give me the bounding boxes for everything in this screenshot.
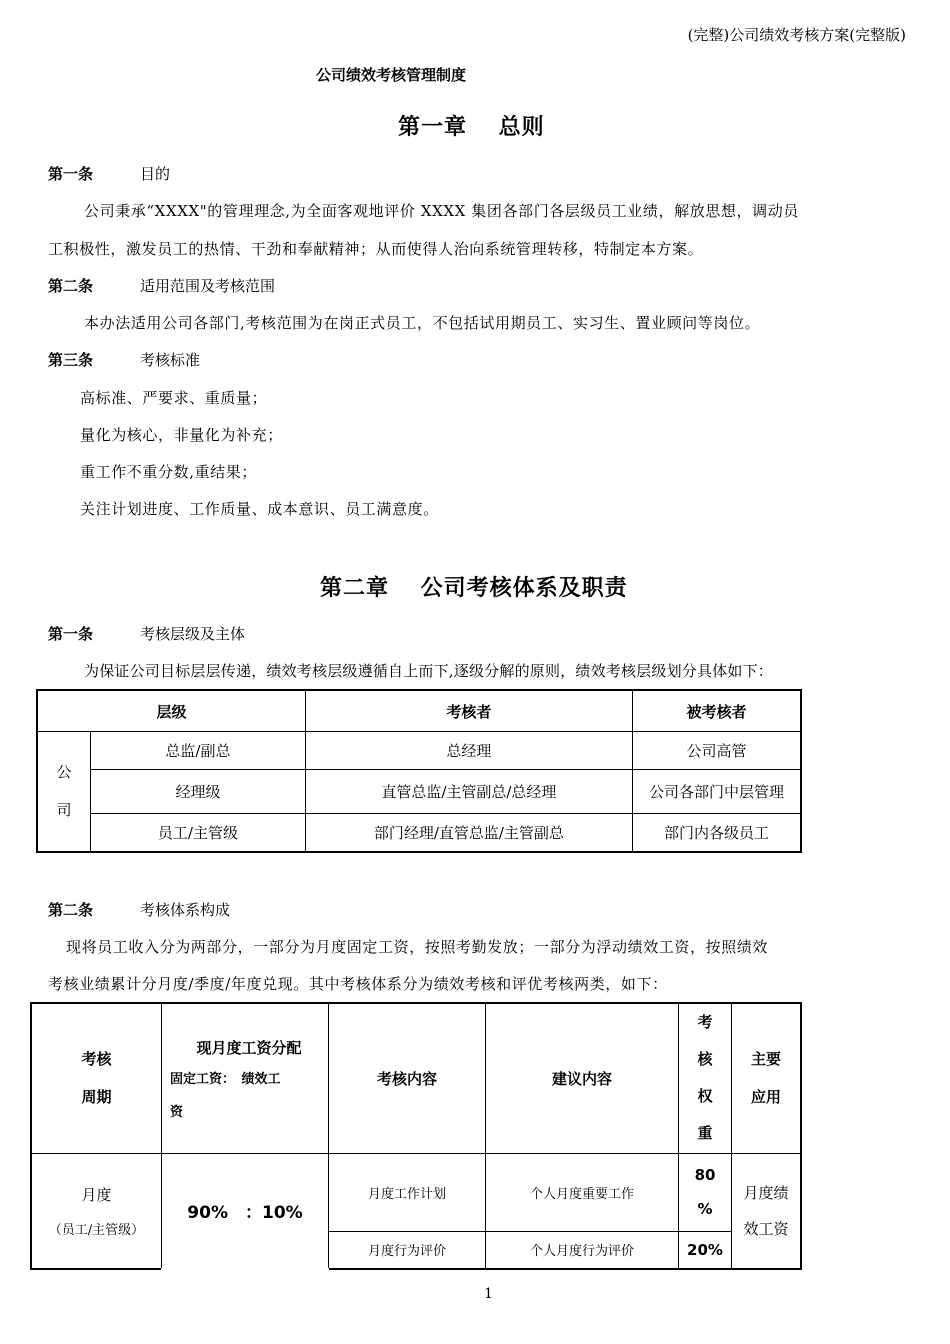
article-1-text-line-2: 工积极性，激发员工的热情、干劲和奉献精神；从而使得人治向系统管理转移，特制定本方案。 bbox=[48, 240, 704, 258]
col-header-application: 主要 应用 bbox=[732, 1003, 802, 1153]
article-2-text: 本办法适用公司各部门,考核范围为在岗正式员工，不包括试用期员工、实习生、置业顾问等岗位。 bbox=[84, 314, 761, 332]
col-header-assessor: 考核者 bbox=[305, 690, 632, 732]
table-row bbox=[31, 1153, 801, 1231]
assessment-system-table bbox=[30, 1002, 802, 1270]
table-row bbox=[37, 732, 801, 770]
ch2-article-1-title: 考核层级及主体 bbox=[140, 625, 246, 643]
chapter-2-title: 第二章 公司考核体系及职责 bbox=[320, 576, 628, 601]
col-header-content: 考核内容 bbox=[329, 1003, 486, 1153]
article-2-title: 适用范围及考核范围 bbox=[140, 277, 276, 295]
standard-item-2: 量化为核心，非量化为补充； bbox=[80, 426, 283, 444]
assessee-cell: 公司高管 bbox=[632, 732, 801, 770]
ch2-article-2-number: 第二条 bbox=[48, 901, 94, 919]
application-cell: 月度绩 效工资 bbox=[732, 1153, 802, 1269]
col-header-level: 层级 bbox=[37, 690, 305, 732]
standard-item-4: 关注计划进度、工作质量、成本意识、员工满意度。 bbox=[80, 500, 439, 518]
ch2-article-2-text-line-1: 现将员工收入分为两部分，一部分为月度固定工资，按照考勤发放；一部分为浮动绩效工资，按照绩效 bbox=[66, 938, 769, 956]
document-title: 公司绩效考核管理制度 bbox=[316, 66, 467, 84]
ch2-article-2-text-line-2: 考核业绩累计分月度/季度/年度兑现。其中考核体系分为绩效考核和评优考核两类，如下： bbox=[48, 975, 668, 993]
assessor-cell: 部门经理/直管总监/主管副总 bbox=[305, 814, 632, 852]
salary-ratio-cell: 90% ：10% bbox=[162, 1153, 329, 1269]
col-header-weight: 考 核 权 重 bbox=[679, 1003, 732, 1153]
level-cell: 经理级 bbox=[91, 770, 306, 814]
ch2-article-2-title: 考核体系构成 bbox=[140, 901, 231, 919]
ch2-article-1-number: 第一条 bbox=[48, 625, 94, 643]
ch2-article-1-text: 为保证公司目标层层传递，绩效考核层级遵循自上而下,逐级分解的原则，绩效考核层级划分具体如下： bbox=[84, 662, 773, 680]
level-cell: 总监/副总 bbox=[91, 732, 306, 770]
group-label-company: 公 司 bbox=[37, 732, 91, 852]
content-cell: 月度行为评价 bbox=[329, 1231, 486, 1269]
chapter-1-title: 第一章 总则 bbox=[398, 115, 545, 140]
article-1-title: 目的 bbox=[140, 165, 171, 183]
article-2-number: 第二条 bbox=[48, 277, 94, 295]
standard-item-1: 高标准、严要求、重质量； bbox=[80, 389, 268, 407]
assessor-cell: 直管总监/主管副总/总经理 bbox=[305, 770, 632, 814]
weight-cell: 20% bbox=[679, 1231, 732, 1269]
standard-item-3: 重工作不重分数,重结果； bbox=[80, 463, 257, 481]
assessor-cell: 总经理 bbox=[305, 732, 632, 770]
period-cell: 月度 （员工/主管级） bbox=[31, 1153, 162, 1269]
suggestion-cell: 个人月度重要工作 bbox=[486, 1153, 679, 1231]
suggestion-cell: 个人月度行为评价 bbox=[486, 1231, 679, 1269]
weight-cell: 80 % bbox=[679, 1153, 732, 1231]
level-cell: 员工/主管级 bbox=[91, 814, 306, 852]
col-header-salary: 现月度工资分配 固定工资： 绩效工 资 bbox=[162, 1003, 329, 1153]
col-header-assessee: 被考核者 bbox=[632, 690, 801, 732]
table-row bbox=[37, 814, 801, 852]
article-3-title: 考核标准 bbox=[140, 351, 201, 369]
page-number: 1 bbox=[484, 1286, 493, 1302]
assessee-cell: 公司各部门中层管理 bbox=[632, 770, 801, 814]
col-header-period: 考核 周期 bbox=[31, 1003, 162, 1153]
article-1-number: 第一条 bbox=[48, 165, 94, 183]
article-1-text-line-1: 公司秉承“XXXX"的管理理念,为全面客观地评价 XXXX 集团各部门各层级员工业绩，解放思想，调动员 bbox=[84, 202, 799, 220]
col-header-suggestion: 建议内容 bbox=[486, 1003, 679, 1153]
running-header: (完整)公司绩效考核方案(完整版) bbox=[687, 26, 906, 44]
content-cell: 月度工作计划 bbox=[329, 1153, 486, 1231]
article-3-number: 第三条 bbox=[48, 351, 94, 369]
table-row bbox=[37, 770, 801, 814]
assessee-cell: 部门内各级员工 bbox=[632, 814, 801, 852]
assessment-level-table bbox=[36, 689, 802, 853]
